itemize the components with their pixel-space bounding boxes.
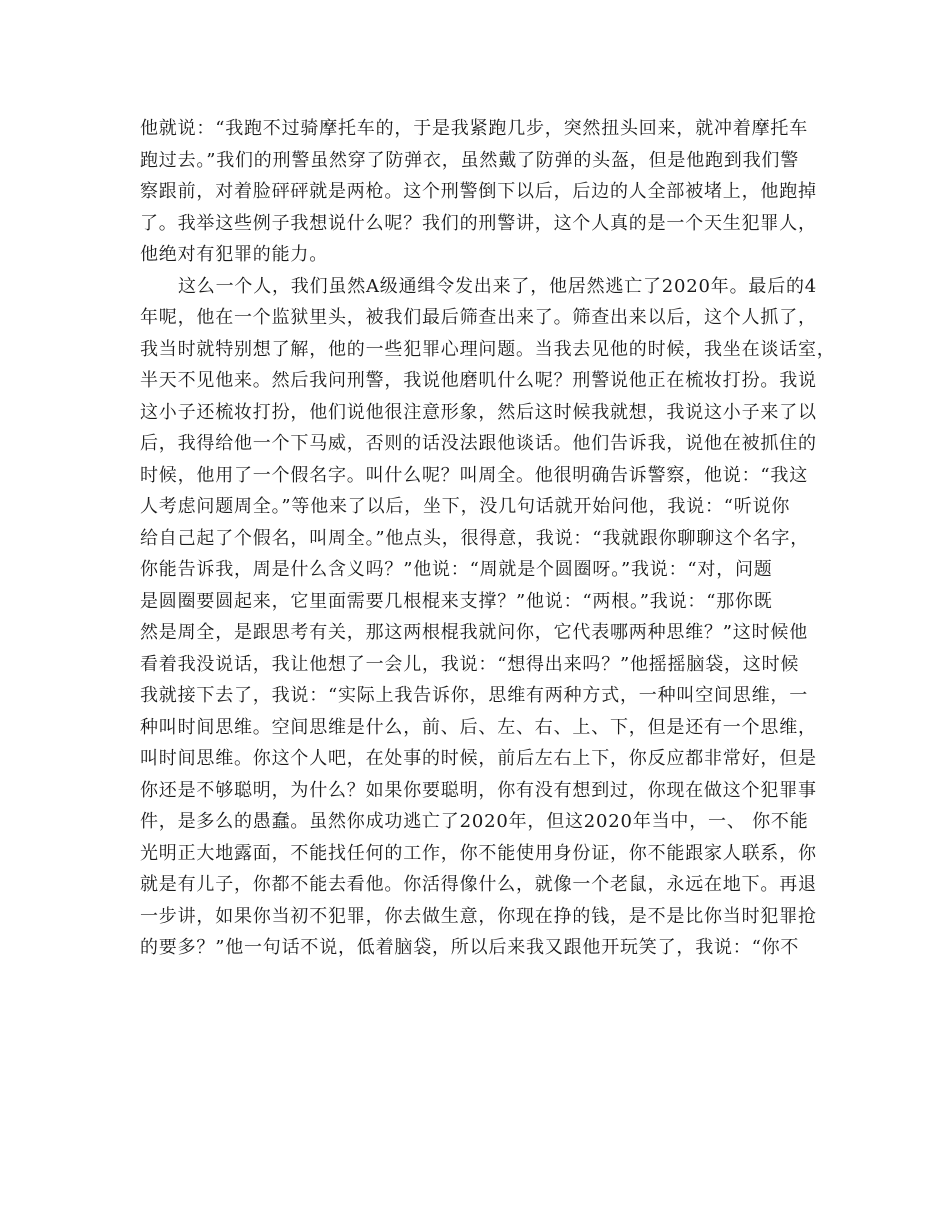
text-line: 是圆圈要圆起来，它里面需要几根棍来支撑？”他说：“两根。”我说：“那你既 bbox=[140, 590, 773, 612]
text-line: 他就说：“我跑不过骑摩托车的，于是我紧跑几步，突然扭头回来，就冲着摩托车 bbox=[140, 118, 808, 139]
text-line: 我当时就特别想了解，他的一些犯罪心理问题。当我去见他的时候，我坐在谈话室， bbox=[140, 338, 836, 360]
text-line: 叫时间思维。你这个人吧，在处事的时候，前后左右上下，你反应都非常好，但是 bbox=[140, 748, 817, 769]
text-line: 跑过去。”我们的刑警虽然穿了防弹衣，虽然戴了防弹的头盔，但是他跑到我们警 bbox=[140, 149, 799, 171]
text-line: 他绝对有犯罪的能力。 bbox=[140, 244, 328, 265]
text-line: 看着我没说话，我让他想了一会儿，我说：“想得出来吗？”他摇摇脑袋，这时候 bbox=[140, 653, 800, 675]
text-line: 这小子还梳妆打扮，他们说他很注意形象，然后这时候我就想，我说这小子来了以 bbox=[140, 401, 817, 423]
text-line: 你还是不够聪明，为什么？如果你要聪明，你有没有想到过，你现在做这个犯罪事 bbox=[140, 779, 817, 801]
text-line: 光明正大地露面，不能找任何的工作，你不能使用身份证，你不能跟家人联系，你 bbox=[140, 842, 817, 864]
text-line: 件，是多么的愚蠢。虽然你成功逃亡了2020年，但这2020年当中，一、 你不能 bbox=[140, 811, 809, 832]
paragraph bbox=[140, 271, 836, 964]
text-line: 种叫时间思维。空间思维是什么，前、后、左、右、上、下，但是还有一个思维， bbox=[140, 716, 817, 738]
text-line: 给自己起了个假名，叫周全。”他点头，很得意，我说：“我就跟你聊聊这个名字， bbox=[140, 527, 810, 549]
text-line: 的要多？”他一句话不说，低着脑袋，所以后来我又跟他开玩笑了，我说：“你不 bbox=[140, 937, 800, 958]
text-line: 年呢，他在一个监狱里头，被我们最后筛查出来了。筛查出来以后，这个人抓了， bbox=[140, 307, 817, 328]
text-line: 一步讲，如果你当初不犯罪，你去做生意，你现在挣的钱，是不是比你当时犯罪抢 bbox=[140, 905, 817, 927]
text-line: 这么一个人，我们虽然A级通缉令发出来了，他居然逃亡了2020年。最后的4 bbox=[178, 275, 818, 297]
text-line: 察跟前，对着脸砰砰就是两枪。这个刑警倒下以后，后边的人全部被堵上，他跑掉 bbox=[140, 181, 817, 202]
text-line: 半天不见他来。然后我问刑警，我说他磨叽什么呢？刑警说他正在梳妆打扮。我说 bbox=[140, 370, 817, 391]
text-line: 时候，他用了一个假名字。叫什么呢？叫周全。他很明确告诉警察，他说：“我这 bbox=[140, 464, 808, 486]
paragraph bbox=[140, 113, 816, 271]
text-line: 然是周全，是跟思考有关，那这两根棍我就问你，它代表哪两种思维？”这时候他 bbox=[140, 622, 808, 643]
text-line: 了。我举这些例子我想说什么呢？我们的刑警讲，这个人真的是一个天生犯罪人， bbox=[140, 212, 817, 234]
text-line: 后，我得给他一个下马威，否则的话没法跟他谈话。他们告诉我，说他在被抓住的 bbox=[140, 433, 817, 454]
document-body bbox=[140, 113, 836, 964]
text-line: 你能告诉我，周是什么含义吗？”他说：“周就是个圆圈呀。”我说：“对，问题 bbox=[140, 559, 773, 580]
text-line: 我就接下去了，我说：“实际上我告诉你，思维有两种方式，一种叫空间思维，一 bbox=[140, 685, 808, 706]
text-line: 就是有儿子，你都不能去看他。你活得像什么，就像一个老鼠，永远在地下。再退 bbox=[140, 874, 817, 895]
text-line: 人考虑问题周全。”等他来了以后，坐下，没几句话就开始问他，我说：“听说你 bbox=[140, 496, 791, 517]
